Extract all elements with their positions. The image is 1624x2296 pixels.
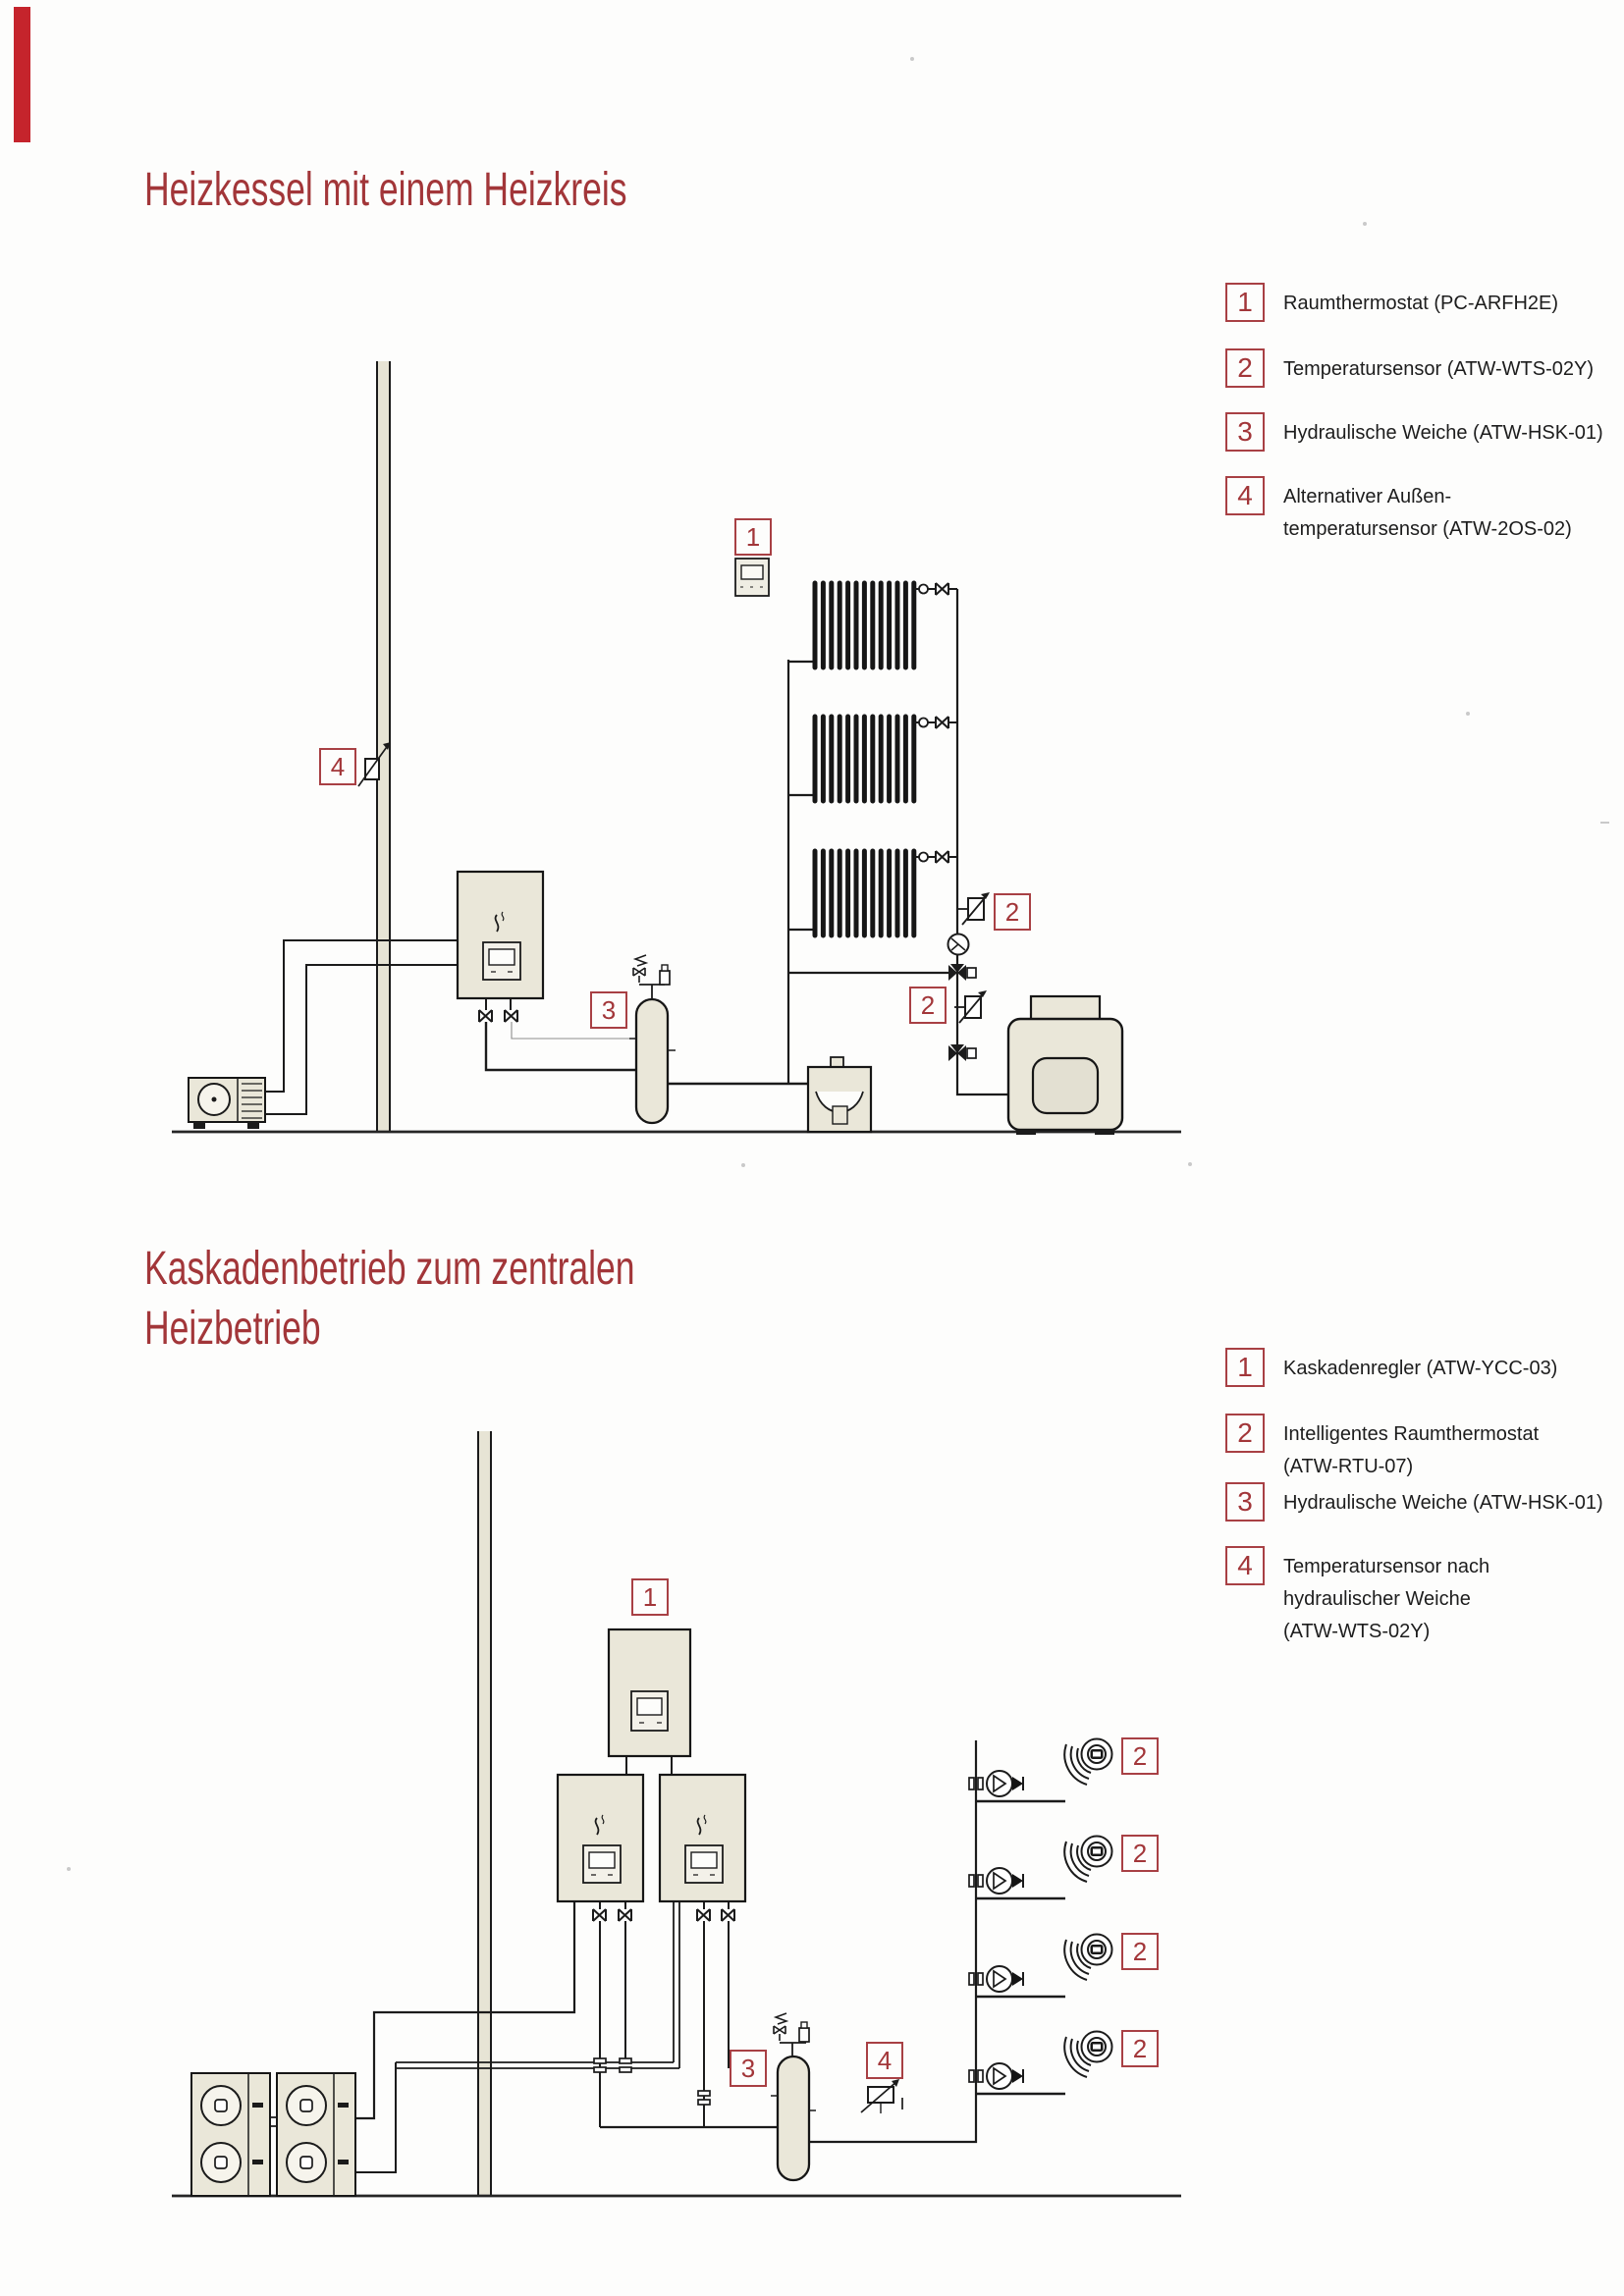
valve-icon <box>505 1010 517 1022</box>
callout-sensor-lower: 2 <box>909 987 947 1024</box>
callout-separator: 3 <box>730 2050 767 2087</box>
wall <box>478 1431 491 2196</box>
valve-icon <box>697 1909 710 1921</box>
air-vent-icon <box>660 965 670 985</box>
legend-item-4 <box>1225 476 1572 546</box>
legend-number-box: 2 <box>1225 348 1265 388</box>
title-line: Kaskadenbetrieb zum zentralen <box>144 1243 635 1295</box>
safety-valve-icon <box>633 955 646 983</box>
radiator <box>815 851 957 935</box>
wireless-thermostat <box>1064 1739 1111 1786</box>
callout-sensor: 4 <box>866 2042 903 2079</box>
circuit-pump-group <box>969 1966 1065 1997</box>
cascade-controller <box>609 1629 690 1756</box>
legend-number-box: 4 <box>1225 476 1265 515</box>
safety-valve-icon <box>774 2013 786 2041</box>
legend-text: Hydraulische Weiche (ATW-HSK-01) <box>1283 422 1603 444</box>
heat-pump-outdoor-unit <box>191 2073 270 2196</box>
legend-number-box: 1 <box>1225 1348 1265 1387</box>
air-vent-icon <box>799 2022 809 2042</box>
boiler <box>660 1775 745 1901</box>
three-way-valve-icon <box>948 1044 976 1061</box>
legend-number-box: 1 <box>1225 283 1265 322</box>
legend-item-2 <box>1225 1414 1539 1483</box>
wireless-thermostat <box>1064 2032 1111 2078</box>
callout-controller: 1 <box>631 1578 669 1616</box>
legend-item-3 <box>1225 412 1603 452</box>
wireless-thermostat <box>1064 1935 1111 1981</box>
legend-text: temperatursensor (ATW-2OS-02) <box>1283 518 1572 540</box>
legend-number-box: 3 <box>1225 412 1265 452</box>
sensor-icon <box>861 2079 902 2112</box>
legend-text: (ATW-WTS-02Y) <box>1283 1621 1431 1642</box>
wireless-thermostat <box>1064 1837 1111 1883</box>
legend-item-1 <box>1225 283 1558 322</box>
pump-icon <box>948 934 969 955</box>
legend-text: Kaskadenregler (ATW-YCC-03) <box>1283 1358 1558 1379</box>
diagram-cascade <box>172 1431 1181 2196</box>
section-title-2 <box>144 1239 635 1359</box>
callout-room-stat: 2 <box>1121 1933 1159 1970</box>
callout-room-stat: 2 <box>1121 2030 1159 2067</box>
legend-item-3 <box>1225 1482 1603 1522</box>
boiler <box>558 1775 643 1901</box>
legend-text: Alternativer Außen- <box>1283 486 1452 507</box>
circulation-unit <box>808 1057 871 1132</box>
flange-icon <box>620 2058 631 2072</box>
title-line: Heizbetrieb <box>144 1303 321 1355</box>
legend-item-1 <box>1225 1348 1557 1387</box>
section-title-1: Heizkessel mit einem Heizkreis <box>144 164 627 216</box>
heat-pump-outdoor-unit <box>277 2073 355 2196</box>
callout-room-stat: 2 <box>1121 1835 1159 1872</box>
valve-icon <box>619 1909 631 1921</box>
hot-water-tank <box>1008 996 1122 1135</box>
three-way-valve-icon <box>948 964 976 981</box>
heat-pump-outdoor-unit <box>189 1078 265 1129</box>
legend-item-2 <box>1225 348 1594 388</box>
legend-text: (ATW-RTU-07) <box>1283 1456 1414 1477</box>
legend-text: Temperatursensor (ATW-WTS-02Y) <box>1283 358 1594 380</box>
circuit-pump-group <box>969 1771 1065 1801</box>
circuit-pump-group <box>969 1868 1065 1898</box>
valve-icon <box>593 1909 606 1921</box>
hydraulic-separator <box>771 2013 816 2180</box>
circuit-pump-group <box>969 2063 1065 2094</box>
hydraulic-separator <box>629 955 676 1123</box>
legend-text: Temperatursensor nach <box>1283 1556 1490 1577</box>
sensor-icon <box>957 892 990 925</box>
legend-number-box: 4 <box>1225 1546 1265 1585</box>
room-thermostat <box>735 559 769 596</box>
callout-outdoor-sensor: 4 <box>319 748 356 785</box>
sensor-icon <box>954 990 987 1023</box>
callout-sensor-upper: 2 <box>994 893 1031 931</box>
valve-icon <box>722 1909 734 1921</box>
legend-text: Hydraulische Weiche (ATW-HSK-01) <box>1283 1492 1603 1514</box>
legend-number-box: 3 <box>1225 1482 1265 1522</box>
boiler <box>458 872 543 998</box>
callout-separator: 3 <box>590 991 627 1029</box>
valve-icon <box>479 1010 492 1022</box>
radiator <box>815 583 957 667</box>
legend-text: Raumthermostat (PC-ARFH2E) <box>1283 293 1559 314</box>
callout-thermostat: 1 <box>734 518 772 556</box>
legend-item-4 <box>1225 1546 1489 1648</box>
legend-text: hydraulischer Weiche <box>1283 1588 1471 1610</box>
callout-room-stat: 2 <box>1121 1737 1159 1775</box>
radiator <box>815 717 957 801</box>
legend-number-box: 2 <box>1225 1414 1265 1453</box>
legend-text: Intelligentes Raumthermostat <box>1283 1423 1540 1445</box>
